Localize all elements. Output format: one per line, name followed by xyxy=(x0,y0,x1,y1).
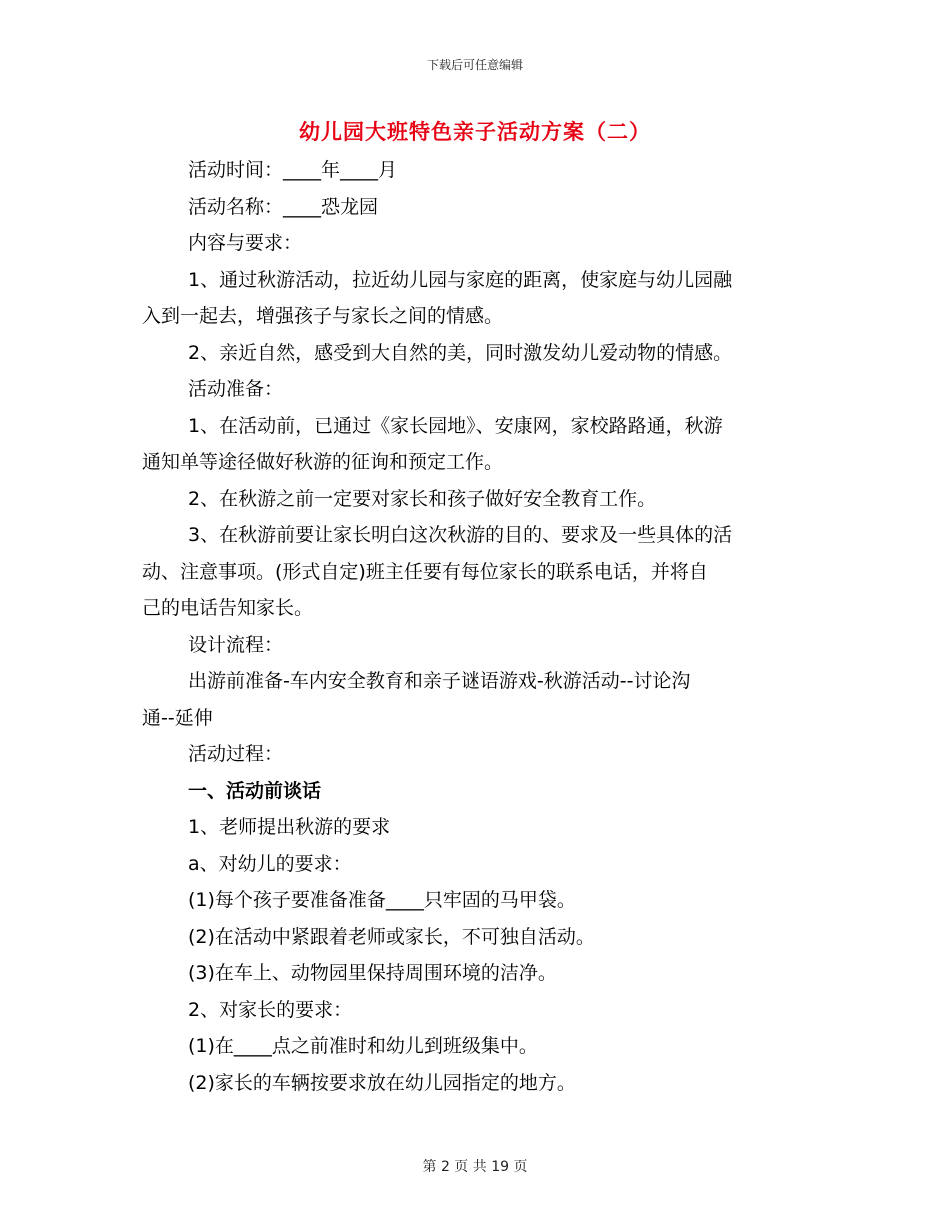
body-line: (1)在____点之前准时和幼儿到班级集中。 xyxy=(188,1035,538,1057)
document-body xyxy=(142,152,810,1101)
body-line: 内容与要求： xyxy=(188,232,303,254)
page-header: 下载后可任意编辑 xyxy=(426,58,523,72)
body-line: 出游前准备-车内安全教育和亲子谜语游戏-秋游活动--讨论沟 xyxy=(188,670,691,692)
body-line: (3)在车上、动物园里保持周围环境的洁净。 xyxy=(188,962,557,984)
body-line: 2、对家长的要求： xyxy=(188,998,353,1021)
body-line: 通--延伸 xyxy=(142,706,213,729)
body-line: 入到一起去，增强孩子与家长之间的情感。 xyxy=(142,305,504,327)
page-footer: 第 2 页 共 19 页 xyxy=(422,1159,528,1175)
body-line: 活动过程： xyxy=(188,743,284,765)
body-line: a、对幼儿的要求： xyxy=(188,852,352,875)
body-line: (1)每个孩子要准备准备____只牢固的马甲袋。 xyxy=(188,889,576,911)
body-line: 设计流程： xyxy=(188,633,284,656)
body-line: 己的电话告知家长。 xyxy=(142,597,314,619)
body-line: 1、老师提出秋游的要求 xyxy=(188,816,391,838)
body-line: 2、在秋游之前一定要对家长和孩子做好安全教育工作。 xyxy=(188,487,657,510)
body-line: 动、注意事项。(形式自定)班主任要有每位家长的联系电话，并将自 xyxy=(142,560,708,583)
body-line: (2)在活动中紧跟着老师或家长，不可独自活动。 xyxy=(188,925,595,948)
body-line: 3、在秋游前要让家长明白这次秋游的目的、要求及一些具体的活 xyxy=(188,524,733,546)
body-line: 活动名称：____恐龙园 xyxy=(188,195,379,218)
body-line: 通知单等途径做好秋游的征询和预定工作。 xyxy=(142,451,504,473)
body-line: 活动准备： xyxy=(188,378,284,400)
section-heading: 一、活动前谈话 xyxy=(188,779,322,802)
document-title: 幼儿园大班特色亲子活动方案（二） xyxy=(299,120,651,144)
body-line: 活动时间：____年____月 xyxy=(188,159,398,181)
body-line: (2)家长的车辆按要求放在幼儿园指定的地方。 xyxy=(188,1071,576,1094)
body-line: 2、亲近自然，感受到大自然的美，同时激发幼儿爱动物的情感。 xyxy=(188,341,733,364)
body-line: 1、在活动前，已通过《家长园地》、安康网，家校路路通，秋游 xyxy=(188,414,723,437)
body-line: 1、通过秋游活动，拉近幼儿园与家庭的距离，使家庭与幼儿园融 xyxy=(188,268,733,291)
